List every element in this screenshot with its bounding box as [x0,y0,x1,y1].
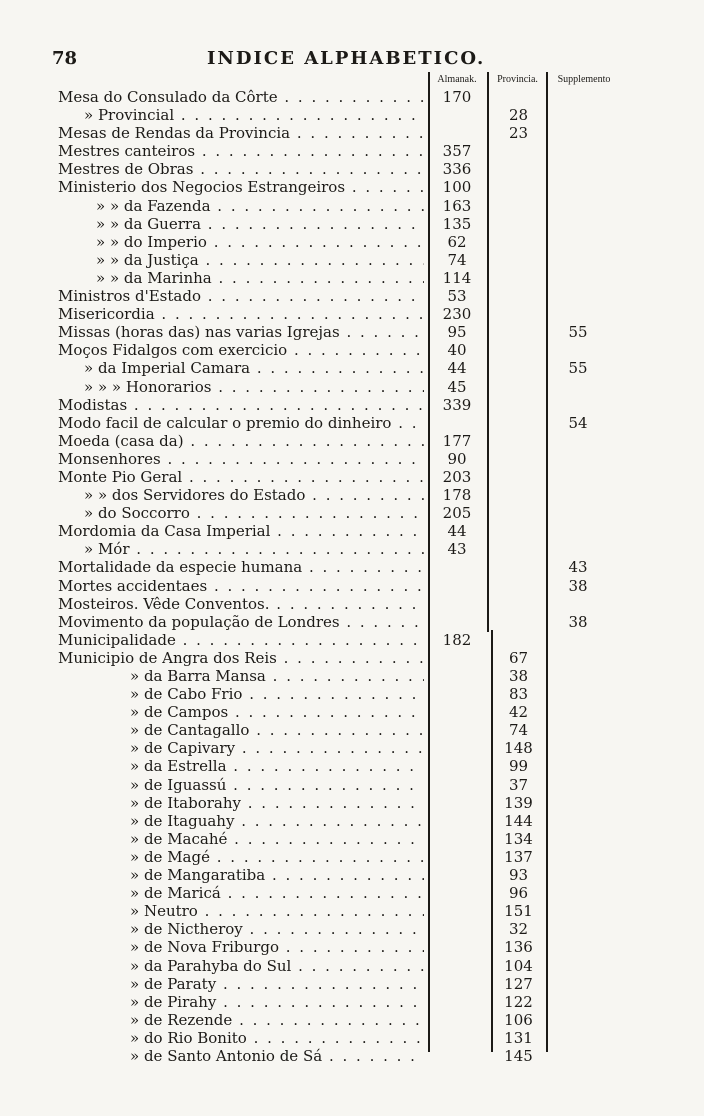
index-entry [0,721,704,739]
entry-label: Mosteiros. Vêde Conventos. . . . [58,595,424,613]
index-entry [0,142,704,160]
entry-label: » de Santo Antonio de Sá . . . [130,1047,424,1065]
entry-provincia-page: 99 [508,757,529,776]
entry-almanak-page: 95 [447,323,467,342]
entry-provincia-page: 28 [508,106,529,125]
entry-provincia-page: 144 [504,811,533,830]
entry-label: Mortes accidentaes . . . [58,577,424,595]
index-entry [0,486,704,504]
entry-label: » do Rio Bonito . . . [130,1029,424,1047]
entry-almanak-page: 177 [442,431,472,450]
index-entry [0,884,704,902]
index-entry [0,178,704,196]
index-entry [0,287,704,305]
entry-label: Mestres canteiros . . . [58,142,424,160]
index-entry [0,920,704,938]
entry-label: Misericordia . . . [58,305,424,323]
entry-label: » de Mangaratiba . . . [130,866,424,884]
entry-label: Ministerio dos Negocios Estrangeiros . . . [58,178,424,196]
entry-provincia-page: 96 [508,884,529,903]
entry-provincia-page: 127 [504,974,533,993]
entry-label: » » da Fazenda . . . [96,197,424,215]
entry-label: » de Cabo Frio . . . [130,685,424,703]
index-entry [0,160,704,178]
entry-supplemento-page: 54 [568,413,588,432]
entry-label: » de Rezende . . . [130,1011,424,1029]
entry-label: » » » Honorarios . . . [84,378,424,396]
entry-label: » da Barra Mansa . . . [130,667,424,685]
entry-label: Modo facil de calcular o premio do dinheiro . . . [58,414,424,432]
index-entry [0,414,704,432]
entry-label: » Neutro . . . [130,902,424,920]
index-entry [0,631,704,649]
entry-provincia-page: 74 [508,721,529,740]
index-entry [0,848,704,866]
entry-almanak-page: 178 [442,486,472,505]
entry-almanak-page: 74 [447,250,467,269]
entry-provincia-page: 137 [504,847,533,866]
page-title: INDICE ALPHABETICO. [207,48,486,69]
index-entry [0,341,704,359]
index-entry [0,595,704,613]
index-entry [0,359,704,377]
entry-almanak-page: 40 [447,341,467,360]
index-entry [0,938,704,956]
entry-label: » de Magé . . . [130,848,424,866]
entry-provincia-page: 106 [504,1010,533,1029]
entry-provincia-page: 37 [508,775,529,794]
entry-label: Municipalidade . . . [58,631,424,649]
entry-provincia-page: 122 [504,992,533,1011]
entry-label: Mortalidade da especie humana . . . [58,558,424,576]
entry-supplemento-page: 43 [568,558,588,577]
entry-label: » de Cantagallo . . . [130,721,424,739]
index-entry [0,558,704,576]
page-header [52,48,632,70]
entry-label: Moços Fidalgos com exercicio . . . [58,341,424,359]
entry-label: Mesa do Consulado da Côrte . . . [58,88,424,106]
entry-provincia-page: 151 [504,902,533,921]
index-entry [0,902,704,920]
entry-almanak-page: 45 [447,377,467,396]
entry-almanak-page: 205 [442,504,472,523]
entry-label: » do Soccorro . . . [84,504,424,522]
index-entry [0,124,704,142]
entry-almanak-page: 53 [447,287,467,306]
entry-almanak-page: 114 [442,268,472,287]
index-entry [0,522,704,540]
entry-supplemento-page: 38 [568,576,588,595]
index-entry [0,450,704,468]
index-entry [0,703,704,721]
entry-supplemento-page: 55 [568,359,588,378]
entry-almanak-page: 90 [447,449,467,468]
entry-label: Movimento da população de Londres . . . [58,613,424,631]
entry-label: » Mór . . . [84,540,424,558]
index-entry [0,993,704,1011]
entry-provincia-page: 23 [508,124,529,143]
index-entry [0,396,704,414]
entry-almanak-page: 182 [442,630,472,649]
index-entry [0,468,704,486]
entry-label: Mordomia da Casa Imperial . . . [58,522,424,540]
index-entry [0,233,704,251]
entry-supplemento-page: 38 [568,612,588,631]
entry-label: Mestres de Obras . . . [58,160,424,178]
index-entry [0,106,704,124]
entry-label: Mesas de Rendas da Provincia . . . [58,124,424,142]
entry-label: » de Campos . . . [130,703,424,721]
entry-label: » de Capivary . . . [130,739,424,757]
index-entry [0,1029,704,1047]
index-entry [0,957,704,975]
entry-label: Monte Pio Geral . . . [58,468,424,486]
entry-provincia-page: 148 [504,739,533,758]
index-entry [0,215,704,233]
entry-label: » » da Guerra . . . [96,215,424,233]
entry-almanak-page: 100 [442,178,472,197]
index-entry [0,269,704,287]
entry-label: » de Paraty . . . [130,975,424,993]
entry-label: Monsenhores . . . [58,450,424,468]
entry-almanak-page: 43 [447,540,467,559]
entry-provincia-page: 42 [508,703,529,722]
index-entry [0,667,704,685]
entry-label: » da Estrella . . . [130,757,424,775]
index-entry [0,866,704,884]
column-header-almanak: Almanak. [437,74,477,85]
index-entry [0,757,704,775]
entry-almanak-page: 339 [442,395,472,414]
index-entry [0,685,704,703]
index-entry [0,830,704,848]
index-entry [0,1011,704,1029]
entry-almanak-page: 44 [447,359,467,378]
index-entry [0,305,704,323]
entry-label: » » da Marinha . . . [96,269,424,287]
entry-almanak-page: 357 [442,142,472,161]
index-entry [0,323,704,341]
entry-almanak-page: 62 [447,232,467,251]
entry-label: » Provincial . . . [84,106,424,124]
index-entry [0,504,704,522]
entry-label: » de Macahé . . . [130,830,424,848]
column-header-provincia: Provincia. [497,74,538,85]
entry-label: » de Maricá . . . [130,884,424,902]
entry-provincia-page: 93 [508,866,529,885]
index-entry [0,88,704,106]
index-entry [0,432,704,450]
entry-provincia-page: 104 [504,956,533,975]
column-header-supplemento: Supplemento [557,74,611,85]
entry-provincia-page: 139 [504,793,533,812]
entry-label: Municipio de Angra dos Reis . . . [58,649,424,667]
entry-supplemento-page: 55 [568,323,588,342]
entry-provincia-page: 67 [508,648,529,667]
index-entry [0,794,704,812]
index-entry [0,378,704,396]
index-entry [0,540,704,558]
entry-label: » » do Imperio . . . [96,233,424,251]
entry-provincia-page: 145 [504,1046,533,1065]
entry-almanak-page: 44 [447,522,467,541]
index-entry [0,197,704,215]
entry-provincia-page: 136 [504,938,533,957]
index-entry [0,776,704,794]
entry-almanak-page: 336 [442,160,472,179]
entry-label: Ministros d'Estado . . . [58,287,424,305]
entry-label: » da Parahyba do Sul . . . [130,957,424,975]
index-entry [0,975,704,993]
entry-provincia-page: 32 [508,920,529,939]
index-entry [0,577,704,595]
entry-almanak-page: 170 [442,88,472,106]
index-entry [0,1047,704,1065]
entry-almanak-page: 230 [442,305,472,324]
page-number: 78 [52,48,78,69]
entry-label: » da Imperial Camara . . . [84,359,424,377]
index-entry [0,812,704,830]
entry-provincia-page: 134 [504,829,533,848]
entry-provincia-page: 83 [508,685,529,704]
entry-label: » de Itaguahy . . . [130,812,424,830]
entry-almanak-page: 163 [442,196,472,215]
entry-label: Moeda (casa da) . . . [58,432,424,450]
entry-label: » » da Justiça . . . [96,251,424,269]
entry-provincia-page: 38 [508,667,529,685]
entry-almanak-page: 135 [442,214,472,233]
entry-label: Missas (horas das) nas varias Igrejas . . . [58,323,424,341]
entry-label: Modistas . . . [58,396,424,414]
entry-provincia-page: 131 [504,1028,533,1047]
index-entry [0,613,704,631]
index-entry [0,251,704,269]
index-entry [0,649,704,667]
entry-almanak-page: 203 [442,467,472,486]
entry-label: » de Nictheroy . . . [130,920,424,938]
entry-label: » de Nova Friburgo . . . [130,938,424,956]
entry-label: » de Iguassú . . . [130,776,424,794]
index-entries [0,88,704,1065]
entry-label: » de Itaborahy . . . [130,794,424,812]
index-entry [0,739,704,757]
entry-label: » » dos Servidores do Estado . . . [84,486,424,504]
entry-label: » de Pirahy . . . [130,993,424,1011]
